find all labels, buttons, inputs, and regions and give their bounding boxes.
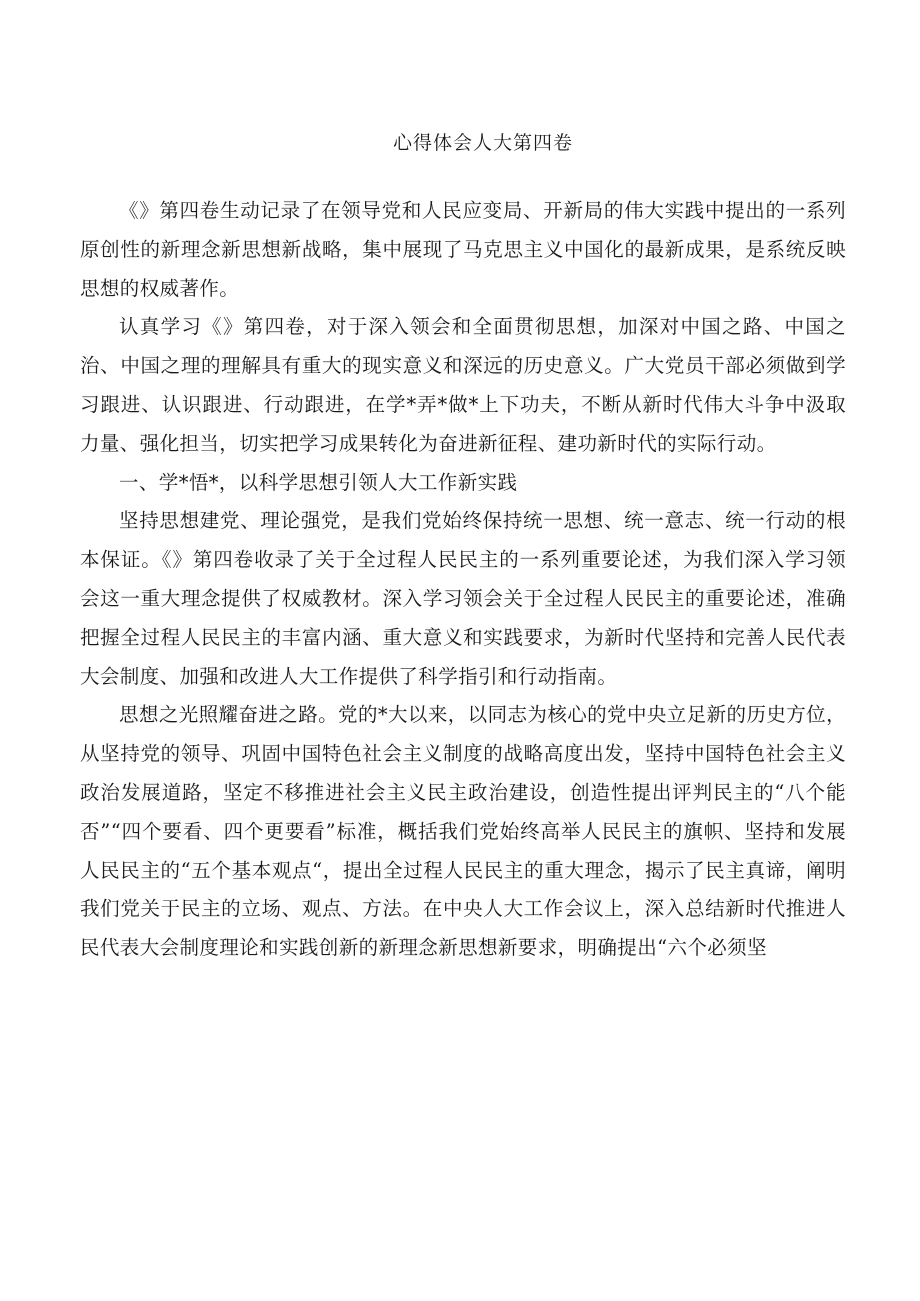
section-heading-1: 一、学*悟*，以科学思想引领人大工作新实践 bbox=[119, 470, 518, 494]
paragraph-light-of-thought: 思想之光照耀奋进之路。党的*大以来，以同志为核心的党中央立足新的历史方位，从坚持党的领导、巩固中国特色社会主义制度的战略高度出发，坚持中国特色社会主义政治发展道路，坚定不移推进社会主义民主政治建设，创造性提出评判民主的“八个能否”“四个要看、四个更要看”标准，概括我们党始终高举人民民主的旗帜、坚持和发展人民民主的“五个基本观点“，提出全过程人民民主的重大理念，揭示了民主真谛，阐明我们党关于民主的立场、观点、方法。在中央人大工作会议上，深入总结新时代推进人民代表大会制度理论和实践创新的新理念新思想新要求，明确提出“六个必须坚 bbox=[80, 703, 846, 960]
paragraph-study: 认真学习《》第四卷，对于深入领会和全面贯彻思想，加深对中国之路、中国之治、中国之理的理解具有重大的现实意义和深远的历史意义。广大党员干部必须做到学习跟进、认识跟进、行动跟进，在学*弄*做*上下功夫，不断从新时代伟大斗争中汲取力量、强化担当，切实把学习成果转化为奋进新征程、建功新时代的实际行动。 bbox=[80, 315, 846, 455]
document-body bbox=[80, 192, 846, 968]
paragraph-intro: 《》第四卷生动记录了在领导党和人民应变局、开新局的伟大实践中提出的一系列原创性的新理念新思想新战略，集中展现了马克思主义中国化的最新成果，是系统反映思想的权威著作。 bbox=[80, 199, 846, 300]
document-title: 心得体会人大第四卷 bbox=[392, 132, 573, 154]
paragraph-thought-building: 坚持思想建党、理论强党，是我们党始终保持统一思想、统一意志、统一行动的根本保证。《》第四卷收录了关于全过程人民民主的一系列重要论述，为我们深入学习领会这一重大理念提供了权威教材。深入学习领会关于全过程人民民主的重要论述，准确把握全过程人民民主的丰富内涵、重大意义和实践要求，为新时代坚持和完善人民代表大会制度、加强和改进人大工作提供了科学指引和行动指南。 bbox=[80, 509, 846, 688]
